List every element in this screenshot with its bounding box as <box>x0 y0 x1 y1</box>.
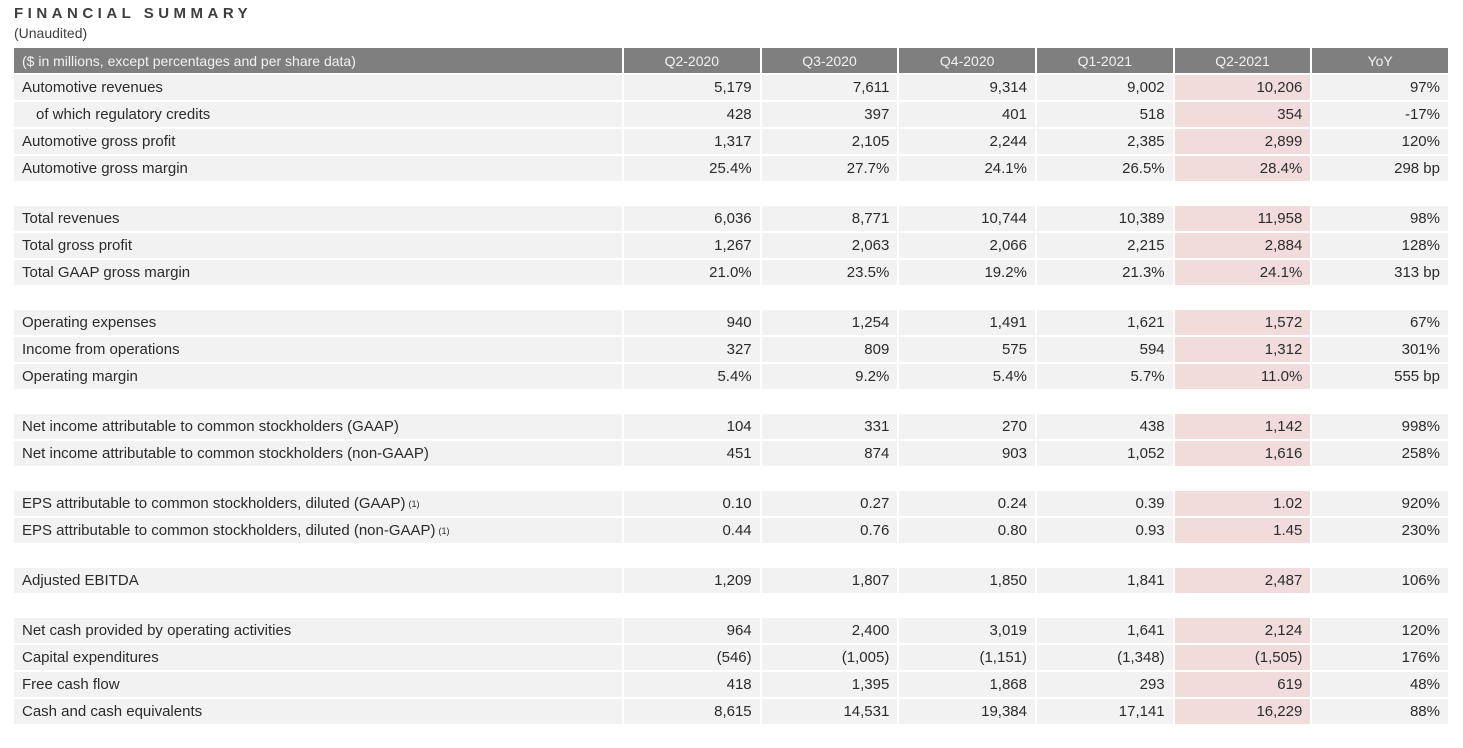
cell-q2-2021: 2,899 <box>1175 129 1311 154</box>
column-header-q1-2021: Q1-2021 <box>1037 48 1173 73</box>
cell-q3-2020: 2,063 <box>762 233 898 258</box>
cell-q4-2020: 1,491 <box>899 310 1035 335</box>
column-header-q3-2020: Q3-2020 <box>762 48 898 73</box>
cell-q3-2020: 7,611 <box>762 75 898 100</box>
cell-q2-2021: 11.0% <box>1175 364 1311 389</box>
cell-q2-2020: 451 <box>624 441 760 466</box>
table-row <box>14 129 1448 154</box>
page-subtitle: (Unaudited) <box>14 25 88 41</box>
column-header-yoy: YoY <box>1312 48 1448 73</box>
cell-yoy: 97% <box>1312 75 1448 100</box>
cell-yoy: 998% <box>1312 414 1448 439</box>
cell-q4-2020: 1,868 <box>899 672 1035 697</box>
cell-yoy: 106% <box>1312 568 1448 593</box>
row-label: Operating margin <box>14 364 622 389</box>
cell-q2-2020: 5.4% <box>624 364 760 389</box>
cell-yoy: 67% <box>1312 310 1448 335</box>
table-row <box>14 337 1448 362</box>
cell-q3-2020: 1,254 <box>762 310 898 335</box>
cell-q2-2021: 1,572 <box>1175 310 1311 335</box>
column-header-q4-2020: Q4-2020 <box>899 48 1035 73</box>
cell-q2-2021: 2,487 <box>1175 568 1311 593</box>
cell-q4-2020: 0.80 <box>899 518 1035 543</box>
cell-q2-2021: 1.45 <box>1175 518 1311 543</box>
page-title: FINANCIAL SUMMARY <box>14 5 253 22</box>
cell-yoy: 48% <box>1312 672 1448 697</box>
cell-q2-2020: 0.10 <box>624 491 760 516</box>
row-label: Cash and cash equivalents <box>14 699 622 724</box>
cell-q1-2021: (1,348) <box>1037 645 1173 670</box>
cell-q4-2020: 19,384 <box>899 699 1035 724</box>
cell-q4-2020: 575 <box>899 337 1035 362</box>
cell-q4-2020: 5.4% <box>899 364 1035 389</box>
row-label: Free cash flow <box>14 672 622 697</box>
row-label: Total gross profit <box>14 233 622 258</box>
row-label: Total revenues <box>14 206 622 231</box>
cell-q1-2021: 21.3% <box>1037 260 1173 285</box>
table-section <box>14 568 1448 593</box>
cell-q2-2020: 940 <box>624 310 760 335</box>
row-label: EPS attributable to common stockholders, diluted (non-GAAP) (1) <box>14 518 622 543</box>
cell-q3-2020: 1,395 <box>762 672 898 697</box>
cell-q3-2020: 0.27 <box>762 491 898 516</box>
cell-q2-2020: 8,615 <box>624 699 760 724</box>
cell-yoy: 176% <box>1312 645 1448 670</box>
table-section <box>14 206 1448 285</box>
row-label: Income from operations <box>14 337 622 362</box>
cell-q2-2020: 964 <box>624 618 760 643</box>
cell-q1-2021: 2,215 <box>1037 233 1173 258</box>
table-section <box>14 414 1448 466</box>
cell-q1-2021: 5.7% <box>1037 364 1173 389</box>
cell-yoy: 258% <box>1312 441 1448 466</box>
cell-q3-2020: 14,531 <box>762 699 898 724</box>
cell-q2-2021: (1,505) <box>1175 645 1311 670</box>
cell-q2-2021: 1,142 <box>1175 414 1311 439</box>
cell-yoy: 120% <box>1312 129 1448 154</box>
row-label: of which regulatory credits <box>14 102 622 127</box>
table-row <box>14 441 1448 466</box>
cell-q4-2020: 24.1% <box>899 156 1035 181</box>
cell-q4-2020: 401 <box>899 102 1035 127</box>
cell-q1-2021: 2,385 <box>1037 129 1173 154</box>
cell-q3-2020: 23.5% <box>762 260 898 285</box>
cell-q1-2021: 1,641 <box>1037 618 1173 643</box>
cell-q2-2021: 16,229 <box>1175 699 1311 724</box>
row-label: Automotive gross profit <box>14 129 622 154</box>
cell-q3-2020: (1,005) <box>762 645 898 670</box>
cell-q4-2020: 10,744 <box>899 206 1035 231</box>
cell-q4-2020: 270 <box>899 414 1035 439</box>
cell-q2-2020: 6,036 <box>624 206 760 231</box>
table-section <box>14 75 1448 181</box>
cell-q2-2020: 104 <box>624 414 760 439</box>
cell-yoy: 313 bp <box>1312 260 1448 285</box>
table-header-row <box>14 48 1448 73</box>
table-row <box>14 156 1448 181</box>
table-row <box>14 364 1448 389</box>
cell-q4-2020: 0.24 <box>899 491 1035 516</box>
cell-q4-2020: (1,151) <box>899 645 1035 670</box>
row-label: Automotive gross margin <box>14 156 622 181</box>
cell-q4-2020: 19.2% <box>899 260 1035 285</box>
cell-q1-2021: 438 <box>1037 414 1173 439</box>
table-row <box>14 699 1448 724</box>
cell-q2-2021: 1,312 <box>1175 337 1311 362</box>
cell-q2-2021: 354 <box>1175 102 1311 127</box>
row-label: Capital expenditures <box>14 645 622 670</box>
table-row <box>14 518 1448 543</box>
cell-q2-2020: 1,209 <box>624 568 760 593</box>
table-row <box>14 102 1448 127</box>
financial-table <box>14 48 1448 724</box>
table-row <box>14 414 1448 439</box>
cell-q1-2021: 0.39 <box>1037 491 1173 516</box>
cell-yoy: 298 bp <box>1312 156 1448 181</box>
cell-q3-2020: 2,400 <box>762 618 898 643</box>
cell-q2-2020: 1,267 <box>624 233 760 258</box>
table-row <box>14 672 1448 697</box>
cell-q3-2020: 397 <box>762 102 898 127</box>
table-section <box>14 618 1448 724</box>
cell-q4-2020: 903 <box>899 441 1035 466</box>
table-row <box>14 75 1448 100</box>
cell-q3-2020: 27.7% <box>762 156 898 181</box>
cell-q2-2021: 24.1% <box>1175 260 1311 285</box>
table-row <box>14 618 1448 643</box>
cell-q4-2020: 9,314 <box>899 75 1035 100</box>
cell-q2-2021: 619 <box>1175 672 1311 697</box>
cell-q2-2021: 10,206 <box>1175 75 1311 100</box>
cell-q2-2021: 11,958 <box>1175 206 1311 231</box>
cell-q3-2020: 809 <box>762 337 898 362</box>
cell-yoy: -17% <box>1312 102 1448 127</box>
cell-q4-2020: 2,244 <box>899 129 1035 154</box>
cell-q2-2020: 0.44 <box>624 518 760 543</box>
cell-q2-2020: 25.4% <box>624 156 760 181</box>
table-row <box>14 310 1448 335</box>
cell-q2-2021: 28.4% <box>1175 156 1311 181</box>
cell-yoy: 98% <box>1312 206 1448 231</box>
cell-q1-2021: 10,389 <box>1037 206 1173 231</box>
cell-q2-2021: 2,884 <box>1175 233 1311 258</box>
cell-q3-2020: 2,105 <box>762 129 898 154</box>
cell-q2-2020: (546) <box>624 645 760 670</box>
cell-q1-2021: 9,002 <box>1037 75 1173 100</box>
table-row <box>14 233 1448 258</box>
cell-q2-2021: 1,616 <box>1175 441 1311 466</box>
table-section <box>14 491 1448 543</box>
row-label: Operating expenses <box>14 310 622 335</box>
row-label: Net income attributable to common stockholders (GAAP) <box>14 414 622 439</box>
cell-q1-2021: 1,052 <box>1037 441 1173 466</box>
cell-q1-2021: 26.5% <box>1037 156 1173 181</box>
row-label: Net income attributable to common stockholders (non-GAAP) <box>14 441 622 466</box>
table-row <box>14 568 1448 593</box>
cell-q2-2020: 21.0% <box>624 260 760 285</box>
row-label: EPS attributable to common stockholders, diluted (GAAP) (1) <box>14 491 622 516</box>
cell-yoy: 230% <box>1312 518 1448 543</box>
column-header-q2-2021: Q2-2021 <box>1175 48 1311 73</box>
column-header-q2-2020: Q2-2020 <box>624 48 760 73</box>
cell-q3-2020: 9.2% <box>762 364 898 389</box>
cell-q3-2020: 8,771 <box>762 206 898 231</box>
cell-q2-2020: 5,179 <box>624 75 760 100</box>
row-label: Net cash provided by operating activities <box>14 618 622 643</box>
cell-q1-2021: 594 <box>1037 337 1173 362</box>
cell-q4-2020: 1,850 <box>899 568 1035 593</box>
table-row <box>14 206 1448 231</box>
row-label: Automotive revenues <box>14 75 622 100</box>
cell-yoy: 301% <box>1312 337 1448 362</box>
cell-q1-2021: 1,621 <box>1037 310 1173 335</box>
cell-q2-2020: 428 <box>624 102 760 127</box>
cell-q1-2021: 17,141 <box>1037 699 1173 724</box>
cell-q1-2021: 293 <box>1037 672 1173 697</box>
cell-q3-2020: 874 <box>762 441 898 466</box>
table-row <box>14 645 1448 670</box>
cell-q2-2020: 418 <box>624 672 760 697</box>
cell-q1-2021: 1,841 <box>1037 568 1173 593</box>
cell-yoy: 88% <box>1312 699 1448 724</box>
cell-q4-2020: 2,066 <box>899 233 1035 258</box>
row-label: Adjusted EBITDA <box>14 568 622 593</box>
table-section <box>14 310 1448 389</box>
cell-q3-2020: 1,807 <box>762 568 898 593</box>
table-body <box>14 75 1448 724</box>
table-row <box>14 260 1448 285</box>
cell-q2-2021: 2,124 <box>1175 618 1311 643</box>
cell-yoy: 128% <box>1312 233 1448 258</box>
cell-q2-2021: 1.02 <box>1175 491 1311 516</box>
cell-q2-2020: 1,317 <box>624 129 760 154</box>
table-row <box>14 491 1448 516</box>
cell-q3-2020: 331 <box>762 414 898 439</box>
cell-yoy: 920% <box>1312 491 1448 516</box>
cell-yoy: 120% <box>1312 618 1448 643</box>
cell-yoy: 555 bp <box>1312 364 1448 389</box>
cell-q4-2020: 3,019 <box>899 618 1035 643</box>
cell-q2-2020: 327 <box>624 337 760 362</box>
row-label: Total GAAP gross margin <box>14 260 622 285</box>
cell-q1-2021: 0.93 <box>1037 518 1173 543</box>
cell-q1-2021: 518 <box>1037 102 1173 127</box>
cell-q3-2020: 0.76 <box>762 518 898 543</box>
table-header-label: ($ in millions, except percentages and per share data) <box>14 48 622 73</box>
